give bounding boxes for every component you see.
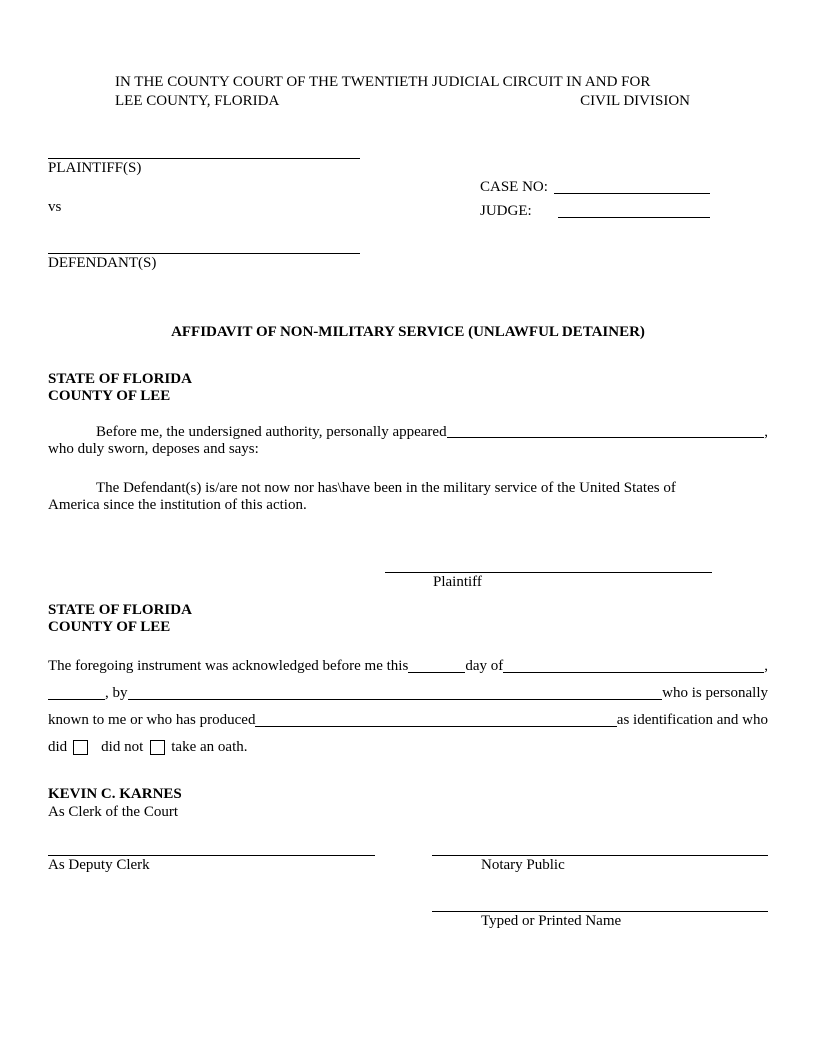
paragraph-indent: [48, 424, 96, 441]
typed-name-caption: Typed or Printed Name: [481, 913, 622, 929]
known-text: known to me or who has produced: [48, 712, 256, 728]
county-label-2: COUNTY OF LEE: [48, 619, 171, 635]
judge-row: [480, 202, 710, 221]
defendant-label: DEFENDANT(S): [48, 255, 157, 271]
clerk-name: KEVIN C. KARNES: [48, 786, 182, 802]
plaintiff-signature-block: [385, 572, 712, 592]
appeared-line2: who duly sworn, deposes and says:: [48, 441, 259, 457]
oath-checkbox[interactable]: [73, 740, 88, 755]
military-line2: America since the institution of this action.: [48, 497, 307, 513]
who-is-text: who is personally: [662, 685, 768, 701]
deputy-clerk-caption: As Deputy Clerk: [48, 857, 150, 873]
identification-text: as identification and who: [616, 712, 768, 728]
case-no-line[interactable]: [554, 193, 710, 194]
clerk-block: [48, 785, 768, 821]
appeared-paragraph: [48, 424, 768, 458]
vs-label: vs: [48, 199, 62, 215]
affiant-name-line[interactable]: [128, 699, 663, 700]
day-line[interactable]: [408, 672, 465, 673]
no-oath-checkbox[interactable]: [150, 740, 165, 755]
case-caption: [48, 158, 768, 273]
judge-label: JUDGE:: [480, 203, 532, 219]
appeared-text: Before me, the undersigned authority, personally appeared: [96, 424, 447, 440]
did-not-label: did not: [101, 739, 144, 755]
identification-line[interactable]: [255, 726, 616, 727]
county-label: COUNTY OF LEE: [48, 388, 171, 404]
military-paragraph: [48, 480, 768, 514]
notary-public-caption: Notary Public: [481, 857, 565, 873]
state-label-2: STATE OF FLORIDA: [48, 602, 192, 618]
appeared-name-line[interactable]: [447, 437, 765, 438]
case-number-block: [480, 178, 710, 221]
year-line[interactable]: [48, 699, 105, 700]
day-of-label: day of: [465, 658, 504, 674]
comma-by-label: , by: [105, 685, 128, 701]
month-line[interactable]: [503, 672, 764, 673]
venue-top: [48, 371, 768, 405]
court-location: LEE COUNTY, FLORIDA: [115, 93, 280, 109]
judge-line[interactable]: [558, 217, 710, 218]
deputy-clerk-block: [48, 855, 375, 931]
did-label: did: [48, 739, 68, 755]
notary-line-2: [48, 684, 768, 703]
oath-text: take an oath.: [171, 739, 248, 755]
footer-signatures: [48, 855, 768, 931]
state-label: STATE OF FLORIDA: [48, 371, 192, 387]
division-label: CIVIL DIVISION: [580, 93, 690, 109]
comma1: ,: [764, 658, 768, 674]
venue-notary: [48, 602, 768, 636]
court-header: [115, 73, 690, 111]
notary-acknowledgment: [48, 657, 768, 757]
military-line1: The Defendant(s) is/are not now nor has\have been in the military service of the United States of: [96, 480, 676, 496]
case-no-label: CASE NO:: [480, 179, 548, 195]
notary-public-block: [432, 855, 768, 931]
notary-line-1: [48, 657, 768, 676]
clerk-title: As Clerk of the Court: [48, 804, 178, 820]
notary-line-4: [48, 738, 768, 757]
case-no-row: [480, 178, 710, 197]
notary-line-3: [48, 711, 768, 730]
appeared-comma: ,: [764, 424, 768, 440]
document-title: AFFIDAVIT OF NON-MILITARY SERVICE (UNLAWFUL DETAINER): [171, 324, 645, 340]
plaintiff-signature-caption: Plaintiff: [433, 574, 482, 590]
ack-text1: The foregoing instrument was acknowledged before me this: [48, 658, 409, 674]
court-header-line1: IN THE COUNTY COURT OF THE TWENTIETH JUDICIAL CIRCUIT IN AND FOR: [115, 74, 651, 90]
plaintiff-label: PLAINTIFF(S): [48, 160, 142, 176]
